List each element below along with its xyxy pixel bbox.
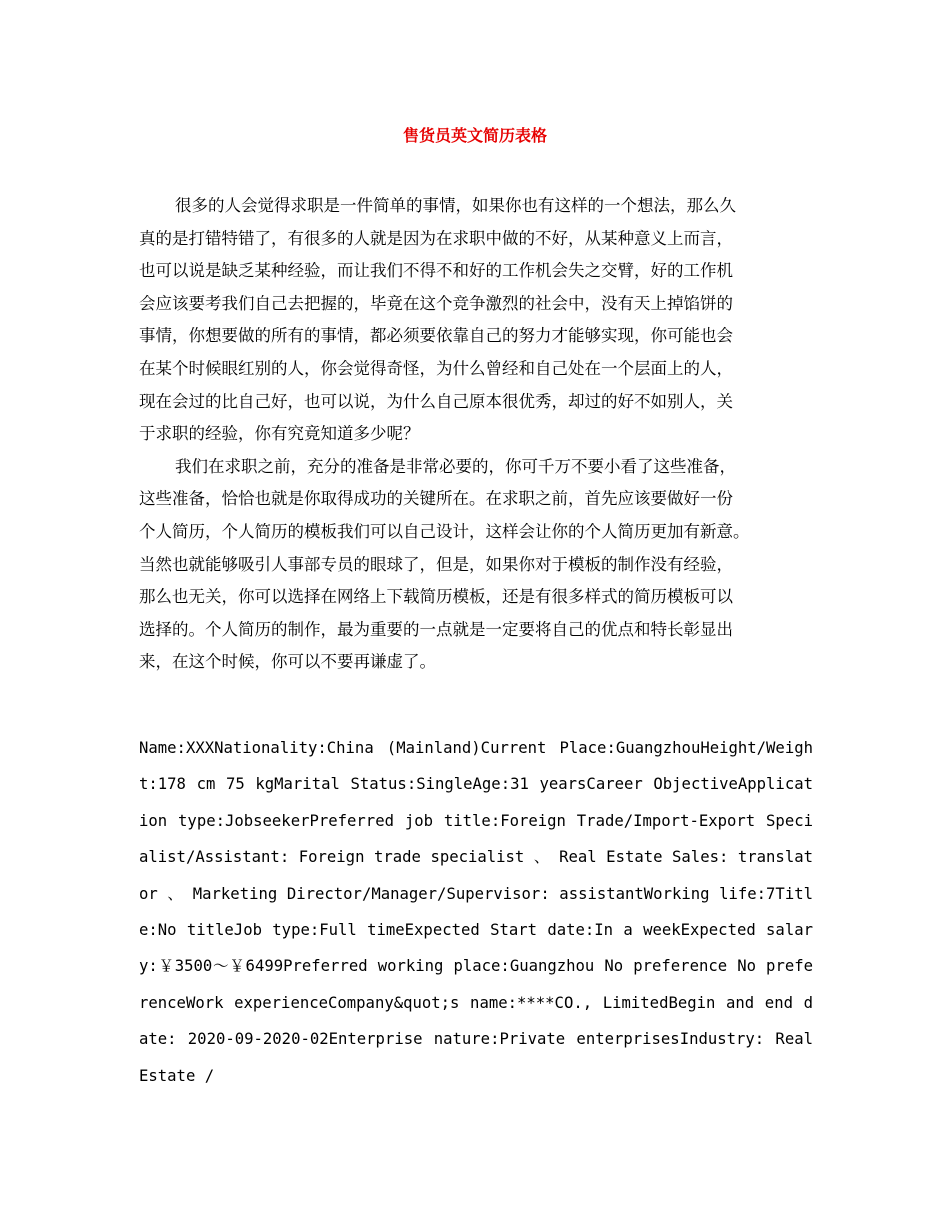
- paragraph1-line: 事情，你想要做的所有的事情，都必须要依靠自己的努力才能够实现，你可能也会: [139, 326, 733, 346]
- document-title: 售货员英文简历表格: [402, 126, 547, 145]
- paragraph2-line: 个人简历，个人简历的模板我们可以自己设计，这样会让你的个人简历更加有新意。: [139, 521, 750, 541]
- paragraph1-line: 在某个时候眼红别的人，你会觉得奇怪，为什么曾经和自己处在一个层面上的人，: [139, 358, 733, 378]
- paragraph2-line: 当然也就能够吸引人事部专员的眼球了，但是，如果你对于模板的制作没有经验，: [139, 554, 733, 574]
- paragraph1-line: 现在会过的比自己好，也可以说，为什么自己原本很优秀，却过的好不如别人，关: [139, 391, 733, 411]
- paragraph1-line: 很多的人会觉得求职是一件简单的事情，如果你也有这样的一个想法，那么久: [175, 196, 736, 215]
- paragraph2-line: 我们在求职之前，充分的准备是非常必要的，你可千万不要小看了这些准备，: [175, 456, 736, 476]
- paragraph2-line: 来，在这个时候，你可以不要再谦虚了。: [139, 652, 436, 672]
- paragraph1-line: 也可以说是缺乏某种经验，而让我们不得不和好的工作机会失之交臂，好的工作机: [139, 261, 733, 281]
- paragraph2-line: 这些准备，恰恰也就是你取得成功的关键所在。在求职之前，首先应该要做好一份: [139, 489, 733, 509]
- paragraph2-line: 那么也无关，你可以选择在网络上下载简历模板，还是有很多样式的简历模板可以: [139, 587, 733, 607]
- resume-details-text: Name:XXXNationality:China (Mainland)Current Place:GuangzhouHeight/Weight:178 cm 75 kgMarital Status:SingleAge:31 yearsCareer ObjectiveApplication type:JobseekerPreferred job title:Foreign Trade/Import-Export Specialist/Assistant: Foreign trade specialist 、 Real Estate Sales: translator 、 Marketing Director/Manager/Supervisor: assistantWorking life:7Title:No titleJob type:Full timeExpected Start date:In a weekExpected salary:￥3500～￥6499Preferred working place:Guangzhou No preference No preferenceWork experienceCompany&quot;s name:****CO., LimitedBegin and end date: 2020-09-2020-02Enterprise nature:Private enterprisesIndustry: Real Estate /: [139, 739, 813, 1085]
- paragraph2-line: 选择的。个人简历的制作，最为重要的一点就是一定要将自己的优点和特长彰显出: [139, 619, 733, 639]
- chinese-intro-text: [139, 190, 813, 679]
- paragraph1-line: 会应该要考我们自己去把握的，毕竟在这个竞争激烈的社会中，没有天上掉馅饼的: [139, 293, 733, 313]
- paragraph1-line: 真的是打错特错了，有很多的人就是因为在求职中做的不好，从某种意义上而言，: [139, 228, 733, 248]
- paragraph1-line: 于求职的经验，你有究竟知道多少呢？: [139, 424, 420, 444]
